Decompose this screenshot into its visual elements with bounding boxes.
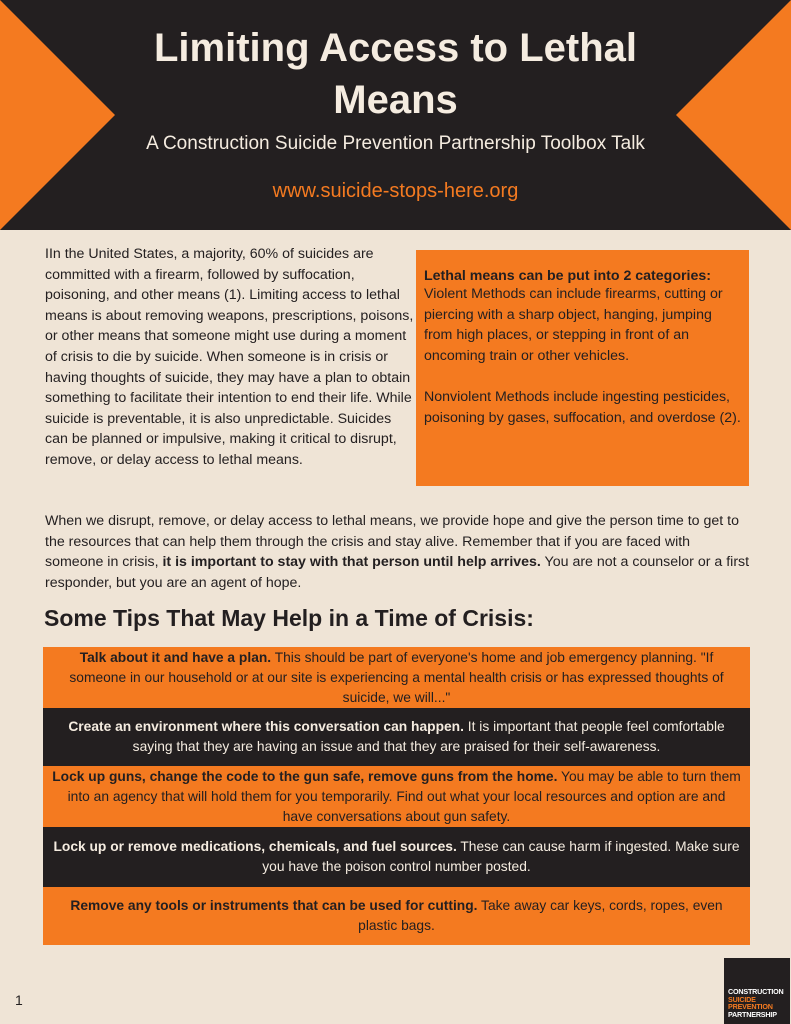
intro-paragraph: IIn the United States, a majority, 60% of suicides are committed with a firearm, followed by suffocation, poisoning, and other means (1). Limiting access to lethal means is about removing weapons, prescriptions, poisons, or other means that someone might use during a moment of crisis to die by suicide. When someone is in crisis or having thoughts of suicide, they may have a plan to obtain something to facilitate their intention to end their life. While suicide is preventable, it is also unpredictable. Suicides can be planned or impulsive, making it critical to disrupt, remove, or delay access to lethal means. [45, 246, 414, 468]
hope-paragraph-text-end: You are not a counselor or a first responder, but you are an agent of hope. [45, 554, 750, 591]
logo-line-partnership: PARTNERSHIP [728, 1009, 777, 1019]
hope-paragraph-emphasis: it is important to stay with that person until help arrives. [162, 554, 541, 571]
header-banner [0, 0, 791, 230]
page-title: Limiting Access to Lethal Means [153, 26, 638, 122]
tip-text: Take away car keys, cords, ropes, even plastic bags. [358, 898, 723, 933]
tip-title: Remove any tools or instruments that can be used for cutting. [70, 898, 478, 913]
page-subtitle: A Construction Suicide Prevention Partnership Toolbox Talk [146, 133, 645, 154]
logo-line-prevention: PREVENTION [728, 1002, 773, 1012]
hope-paragraph [45, 511, 750, 593]
logo-line-construction: CONSTRUCTION [728, 987, 784, 996]
website-link[interactable]: www.suicide-stops-here.org [272, 180, 519, 202]
cspp-logo [724, 958, 790, 1024]
hope-paragraph-text-start: When we disrupt, remove, or delay access to lethal means, we provide hope and give the person time to get to the resources that can help them through the crisis and stay alive. Remember that if you are faced with someone in crisis, [45, 513, 739, 571]
lethal-means-callout [416, 250, 749, 486]
tip-title: Create an environment where this conversation can happen. [68, 719, 464, 734]
nonviolent-methods-text: Nonviolent Methods include ingesting pesticides, poisoning by gases, suffocation, and overdose (2). [424, 389, 741, 426]
page-number: 1 [15, 992, 23, 1008]
tip-item-medications [43, 827, 750, 887]
tip-title: Talk about it and have a plan. [79, 649, 272, 665]
tip-text: These can cause harm if ingested. Make sure you have the poison control number posted. [262, 839, 740, 874]
tip-text: This should be part of everyone's home and job emergency planning. "If someone in our household or at our site is experiencing a mental health crisis or has expressed thoughts of suicide, we will..." [69, 649, 724, 705]
tip-item-lock-guns [43, 766, 750, 827]
tip-item-cutting-tools [43, 887, 750, 945]
tip-text: You may be able to turn them into an agency that will hold them for you temporarily. Find out what your local resources and option are and have conversations about gun safety. [67, 768, 741, 824]
logo-line-suicide: SUICIDE [728, 994, 756, 1004]
tip-item-talk-plan [43, 647, 750, 708]
violent-methods-text: Violent Methods can include firearms, cutting or piercing with a sharp object, hanging, jumping from high places, or stepping in front of an oncoming train or other vehicles. [424, 286, 723, 364]
tip-title: Lock up guns, change the code to the gun safe, remove guns from the home. [52, 768, 558, 784]
tip-text: It is important that people feel comfortable saying that they are having an issue and that they are praised for their self-awareness. [132, 719, 725, 754]
tip-item-environment [43, 708, 750, 766]
tip-title: Lock up or remove medications, chemicals, and fuel sources. [53, 839, 457, 854]
callout-title: Lethal means can be put into 2 categories: [424, 268, 711, 284]
tips-heading: Some Tips That May Help in a Time of Crisis: [44, 605, 534, 631]
